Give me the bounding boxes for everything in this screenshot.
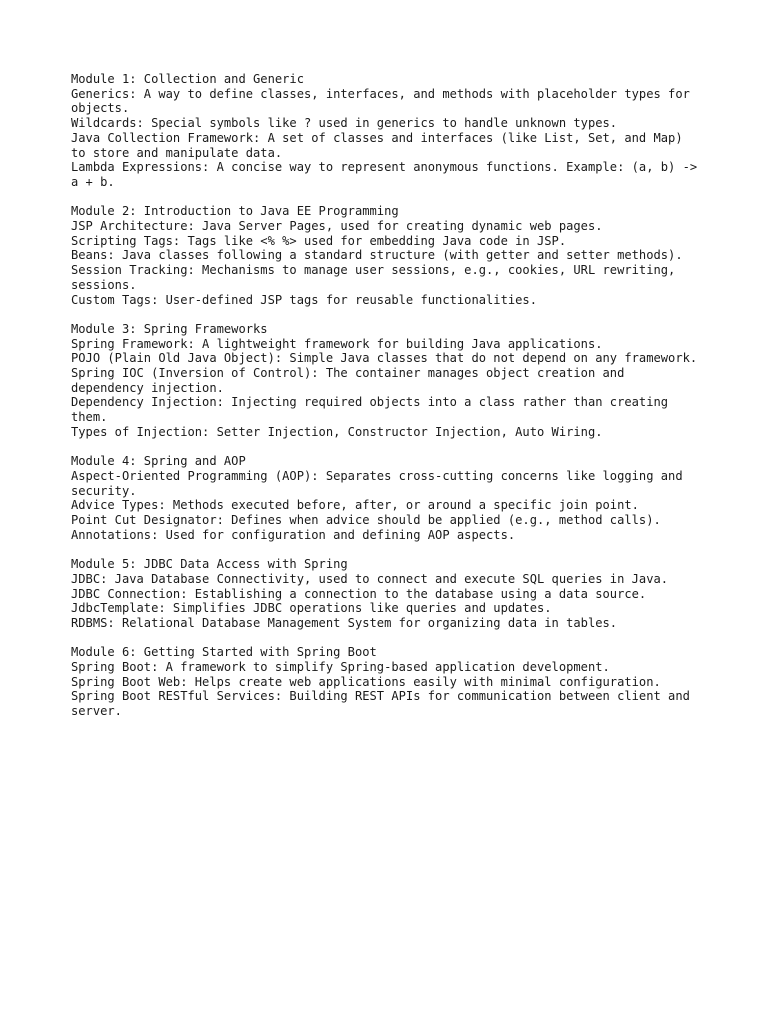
module-5-section [71,557,703,631]
module-line: RDBMS: Relational Database Management System for organizing data in tables. [71,615,618,630]
module-line: Wildcards: Special symbols like ? used in generics to handle unknown types. [71,116,618,131]
module-line: Scripting Tags: Tags like <% %> used for embedding Java code in JSP. [71,233,567,248]
module-line: Dependency Injection: Injecting required objects into a class rather than creating them. [71,395,669,425]
module-title: Module 3: Spring Frameworks [71,321,268,336]
module-line: Java Collection Framework: A set of classes and interfaces (like List, Set, and Map) to store and manipulate data. [71,130,683,160]
module-title: Module 2: Introduction to Java EE Programming [71,204,399,219]
document-page [71,72,703,734]
module-line: JDBC Connection: Establishing a connection to the database using a data source. [71,586,647,601]
module-title: Module 5: JDBC Data Access with Spring [71,557,348,572]
module-line: Session Tracking: Mechanisms to manage user sessions, e.g., cookies, URL rewriting, sessions. [71,263,676,292]
module-title: Module 1: Collection and Generic [71,72,304,86]
module-line: Spring IOC (Inversion of Control): The container manages object creation and dependency injection. [71,366,625,395]
module-line: Spring Boot RESTful Services: Building REST APIs for communication between client and server. [71,689,690,719]
module-6-section [71,645,703,719]
module-line: Lambda Expressions: A concise way to represent anonymous functions. Example: (a, b) -> a + b. [71,160,698,189]
module-line: Point Cut Designator: Defines when advice should be applied (e.g., method calls). [71,513,661,528]
module-line: JDBC: Java Database Connectivity, used to connect and execute SQL queries in Java. [71,571,669,586]
module-title: Module 6: Getting Started with Spring Boot [71,645,377,660]
module-line: Beans: Java classes following a standard structure (with getter and setter methods). [71,248,683,263]
module-2-section [71,204,703,307]
module-line: Types of Injection: Setter Injection, Constructor Injection, Auto Wiring. [71,424,603,439]
module-line: JdbcTemplate: Simplifies JDBC operations like queries and updates. [71,601,552,616]
module-line: Generics: A way to define classes, interfaces, and methods with placeholder types for objects. [71,86,690,116]
module-3-section [71,322,703,440]
module-line: Spring Framework: A lightweight framework for building Java applications. [71,336,603,351]
module-line: JSP Architecture: Java Server Pages, used for creating dynamic web pages. [71,219,603,234]
module-line: Advice Types: Methods executed before, after, or around a specific join point. [71,498,639,513]
module-title: Module 4: Spring and AOP [71,454,246,469]
module-line: Spring Boot Web: Helps create web applications easily with minimal configuration. [71,674,661,689]
module-4-section [71,454,703,542]
module-1-section [71,72,703,190]
module-line: Custom Tags: User-defined JSP tags for reusable functionalities. [71,292,537,307]
module-line: Aspect-Oriented Programming (AOP): Separates cross-cutting concerns like logging and security. [71,468,683,498]
module-line: POJO (Plain Old Java Object): Simple Java classes that do not depend on any framework. [71,351,698,366]
module-line: Annotations: Used for configuration and defining AOP aspects. [71,527,516,542]
module-line: Spring Boot: A framework to simplify Spring-based application development. [71,660,610,675]
